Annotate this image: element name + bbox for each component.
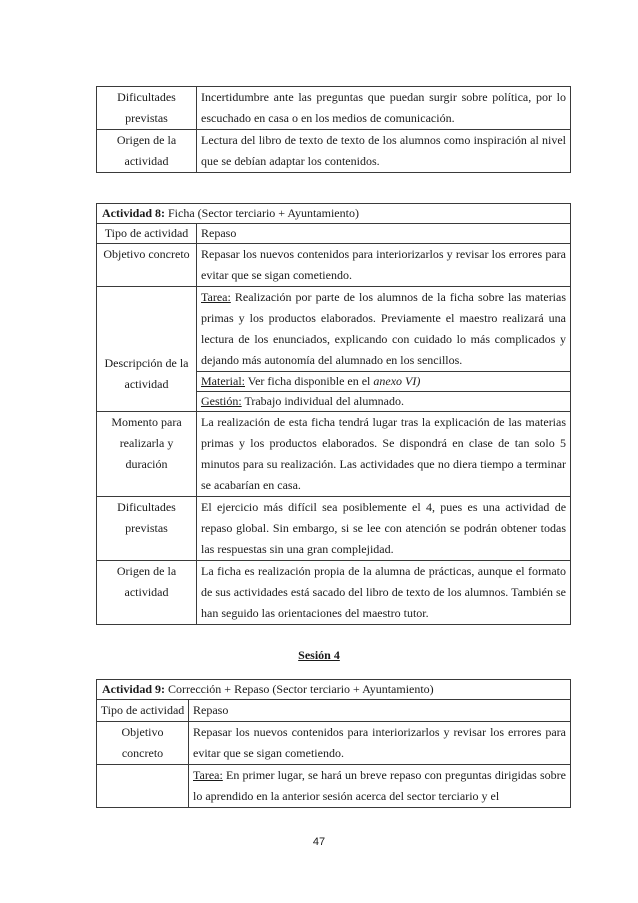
activity-8-table — [96, 203, 571, 625]
row-value: Lectura del libro de texto de texto de los alumnos como inspiración al nivel que se debían adaptar los contenidos. — [197, 130, 571, 173]
table-row — [97, 497, 571, 561]
page-number: 47 — [312, 836, 326, 848]
table-row — [97, 130, 571, 173]
row-label: Dificultades previstas — [97, 497, 197, 561]
tarea-text: Realización por parte de los alumnos de la ficha sobre las materias primas y los productos elaborados. Previamente el maestro realizará una lectura de los enunciados, explicando con cuidado lo más complicados y dejando más autonomía del alumnado en los sencillos. — [201, 290, 567, 367]
activity-title — [97, 680, 571, 700]
table-row — [97, 224, 571, 244]
table-row — [97, 700, 571, 722]
tarea-cell — [189, 765, 571, 808]
row-label-empty — [97, 765, 189, 808]
activity-title — [97, 204, 571, 224]
row-label: Objetivo concreto — [97, 244, 197, 287]
activity-number: Actividad 9: — [102, 682, 165, 696]
row-label: Origen de la actividad — [97, 130, 197, 173]
activity-9-table — [96, 679, 571, 808]
table-row — [97, 561, 571, 625]
gestion-cell — [197, 392, 571, 412]
table-row — [97, 722, 571, 765]
material-text: Ver ficha disponible en el — [244, 374, 374, 388]
table-title-row — [97, 204, 571, 224]
gestion-text: Trabajo individual del alumnado. — [241, 394, 404, 408]
continuation-table — [96, 86, 571, 173]
row-label: Dificultades previstas — [97, 87, 197, 130]
row-label: Tipo de actividad — [97, 224, 197, 244]
tarea-cell — [197, 287, 571, 372]
activity-name: Corrección + Repaso (Sector terciario + Ayuntamiento) — [165, 682, 434, 696]
row-value: Repaso — [189, 700, 571, 722]
table-row — [97, 244, 571, 287]
material-label: Material: — [201, 374, 245, 388]
row-value: La realización de esta ficha tendrá lugar tras la explicación de las materias primas y los productos elaborados. Se dispondrá en clase de tan solo 5 minutos para su realización. Las actividades que no diera tiempo a terminar se acabarían en casa. — [197, 412, 571, 497]
row-value: El ejercicio más difícil sea posiblemente el 4, pues es una actividad de repaso global. Sin embargo, si se lee con atención se podrán obtener todas las respuestas sin una gran complejidad. — [197, 497, 571, 561]
table-title-row — [97, 680, 571, 700]
row-value: La ficha es realización propia de la alumna de prácticas, aunque el formato de sus actividades está sacado del libro de texto de los alumnos. También se han seguido las orientaciones del maestro tutor. — [197, 561, 571, 625]
tarea-text: En primer lugar, se hará un breve repaso con preguntas dirigidas sobre lo aprendido en la anterior sesión acerca del sector terciario y el — [193, 768, 566, 803]
tarea-label: Tarea: — [201, 290, 231, 304]
table-row — [97, 287, 571, 372]
row-value: Incertidumbre ante las preguntas que puedan surgir sobre política, por lo escuchado en casa o en los medios de comunicación. — [197, 87, 571, 130]
row-label: Origen de la actividad — [97, 561, 197, 625]
table-row — [97, 765, 571, 808]
row-label: Objetivo concreto — [97, 722, 189, 765]
table-row — [97, 412, 571, 497]
row-label: Descripción de la actividad — [97, 287, 197, 412]
row-label: Tipo de actividad — [97, 700, 189, 722]
activity-name: Ficha (Sector terciario + Ayuntamiento) — [165, 206, 359, 220]
material-cell — [197, 372, 571, 392]
row-label: Momento para realizarla y duración — [97, 412, 197, 497]
row-value: Repaso — [197, 224, 571, 244]
row-value: Repasar los nuevos contenidos para interiorizarlos y revisar los errores para evitar que se sigan cometiendo. — [189, 722, 571, 765]
tarea-label: Tarea: — [193, 768, 223, 782]
activity-number: Actividad 8: — [102, 206, 165, 220]
row-value: Repasar los nuevos contenidos para interiorizarlos y revisar los errores para evitar que se sigan cometiendo. — [197, 244, 571, 287]
gestion-label: Gestión: — [201, 394, 242, 408]
session-heading: Sesión 4 — [298, 648, 340, 662]
material-annex: anexo VI) — [373, 374, 421, 388]
table-row — [97, 87, 571, 130]
